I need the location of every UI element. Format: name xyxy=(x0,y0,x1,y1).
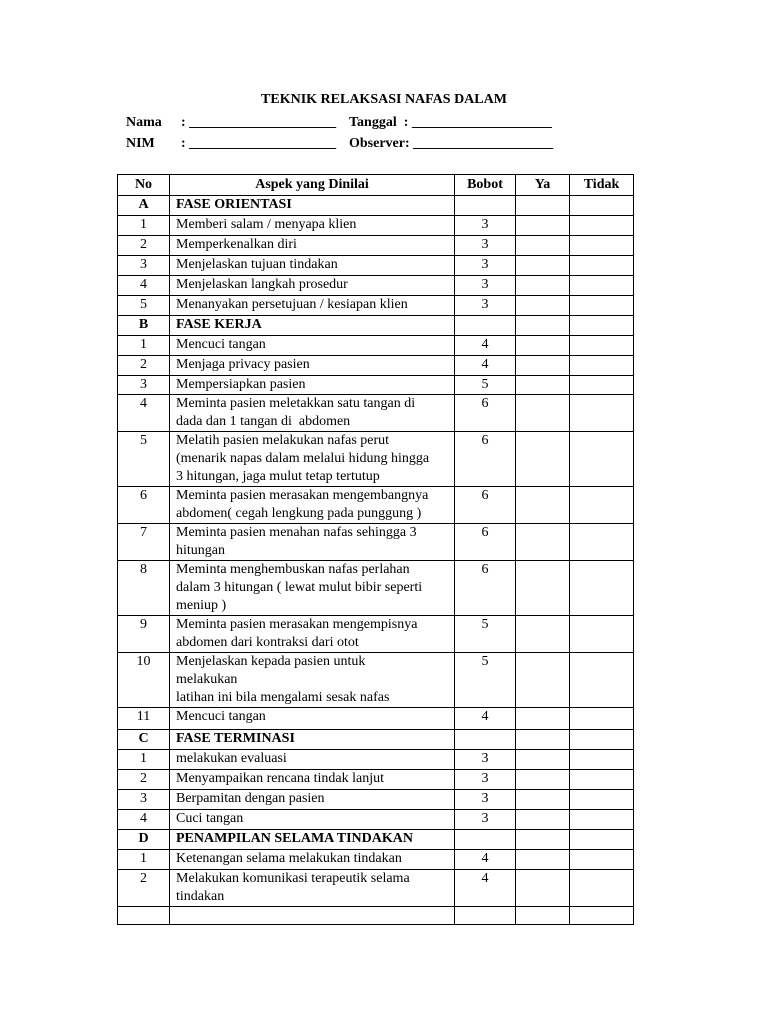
cell-no: C xyxy=(118,730,170,750)
cell-tidak[interactable] xyxy=(570,708,634,730)
cell-tidak[interactable] xyxy=(570,276,634,296)
cell-no: 1 xyxy=(118,750,170,770)
cell-no: 5 xyxy=(118,432,170,487)
cell-tidak[interactable] xyxy=(570,336,634,356)
cell-ya[interactable] xyxy=(516,296,570,316)
cell-aspek: Meminta pasien menahan nafas sehingga 3 hitungan xyxy=(170,524,455,561)
cell-aspek: Melatih pasien melakukan nafas perut (menarik napas dalam melalui hidung hingga 3 hitungan, jaga mulut tetap tertutup xyxy=(170,432,455,487)
section-row xyxy=(118,730,634,750)
cell-ya xyxy=(516,830,570,850)
cell-ya[interactable] xyxy=(516,336,570,356)
cell-tidak[interactable] xyxy=(570,870,634,907)
cell-aspek: FASE ORIENTASI xyxy=(170,196,455,216)
cell-tidak[interactable] xyxy=(570,487,634,524)
cell-bobot xyxy=(455,830,516,850)
cell-bobot: 3 xyxy=(455,810,516,830)
cell-bobot: 4 xyxy=(455,870,516,907)
cell-aspek: PENAMPILAN SELAMA TINDAKAN xyxy=(170,830,455,850)
cell-ya[interactable] xyxy=(516,376,570,395)
cell-bobot: 4 xyxy=(455,336,516,356)
cell-tidak[interactable] xyxy=(570,750,634,770)
table-row xyxy=(118,256,634,276)
table-header-row xyxy=(118,175,634,196)
table-row xyxy=(118,653,634,708)
section-row xyxy=(118,196,634,216)
section-row xyxy=(118,830,634,850)
cell-tidak[interactable] xyxy=(570,907,634,925)
cell-aspek: Memberi salam / menyapa klien xyxy=(170,216,455,236)
cell-no: 2 xyxy=(118,870,170,907)
cell-tidak[interactable] xyxy=(570,770,634,790)
cell-ya[interactable] xyxy=(516,870,570,907)
document-title: TEKNIK RELAKSASI NAFAS DALAM xyxy=(261,92,507,107)
cell-no: 1 xyxy=(118,850,170,870)
cell-no: 1 xyxy=(118,336,170,356)
table-row xyxy=(118,487,634,524)
cell-no: 3 xyxy=(118,256,170,276)
cell-no: 2 xyxy=(118,770,170,790)
table-row xyxy=(118,708,634,730)
header-ya: Ya xyxy=(516,175,570,196)
cell-tidak[interactable] xyxy=(570,850,634,870)
cell-ya xyxy=(516,316,570,336)
table-row xyxy=(118,810,634,830)
cell-aspek: Memperkenalkan diri xyxy=(170,236,455,256)
cell-ya[interactable] xyxy=(516,276,570,296)
cell-tidak[interactable] xyxy=(570,356,634,376)
cell-aspek: Cuci tangan xyxy=(170,810,455,830)
cell-ya[interactable] xyxy=(516,907,570,925)
cell-tidak[interactable] xyxy=(570,216,634,236)
cell-no: 2 xyxy=(118,356,170,376)
cell-ya[interactable] xyxy=(516,810,570,830)
cell-aspek: melakukan evaluasi xyxy=(170,750,455,770)
cell-no: 3 xyxy=(118,790,170,810)
cell-ya[interactable] xyxy=(516,432,570,487)
cell-ya[interactable] xyxy=(516,395,570,432)
cell-tidak xyxy=(570,830,634,850)
cell-ya[interactable] xyxy=(516,524,570,561)
cell-bobot: 4 xyxy=(455,850,516,870)
cell-aspek xyxy=(170,907,455,925)
cell-aspek: Mencuci tangan xyxy=(170,336,455,356)
cell-bobot xyxy=(455,196,516,216)
cell-ya xyxy=(516,730,570,750)
cell-aspek: Menjaga privacy pasien xyxy=(170,356,455,376)
table-row xyxy=(118,524,634,561)
cell-bobot: 3 xyxy=(455,256,516,276)
table-row xyxy=(118,907,634,925)
cell-aspek: Menjelaskan kepada pasien untuk melakukan latihan ini bila mengalami sesak nafas xyxy=(170,653,455,708)
cell-aspek: Menanyakan persetujuan / kesiapan klien xyxy=(170,296,455,316)
cell-ya[interactable] xyxy=(516,256,570,276)
cell-tidak xyxy=(570,730,634,750)
cell-no: 8 xyxy=(118,561,170,616)
cell-tidak[interactable] xyxy=(570,616,634,653)
nama-label: Nama xyxy=(126,115,162,130)
cell-ya[interactable] xyxy=(516,356,570,376)
cell-aspek: Meminta pasien merasakan mengembangnya abdomen( cegah lengkung pada punggung ) xyxy=(170,487,455,524)
cell-no: 6 xyxy=(118,487,170,524)
cell-no: D xyxy=(118,830,170,850)
cell-no: 4 xyxy=(118,276,170,296)
cell-aspek: Berpamitan dengan pasien xyxy=(170,790,455,810)
cell-bobot: 6 xyxy=(455,395,516,432)
table-row xyxy=(118,356,634,376)
cell-bobot xyxy=(455,730,516,750)
table-row xyxy=(118,750,634,770)
cell-ya[interactable] xyxy=(516,487,570,524)
cell-aspek: Menyampaikan rencana tindak lanjut xyxy=(170,770,455,790)
cell-no: 5 xyxy=(118,296,170,316)
cell-ya[interactable] xyxy=(516,653,570,708)
cell-ya[interactable] xyxy=(516,790,570,810)
cell-bobot: 6 xyxy=(455,487,516,524)
nim-field[interactable]: : _____________________ xyxy=(181,136,337,151)
table-row xyxy=(118,216,634,236)
cell-ya[interactable] xyxy=(516,236,570,256)
section-row xyxy=(118,316,634,336)
cell-tidak[interactable] xyxy=(570,236,634,256)
header-bobot: Bobot xyxy=(455,175,516,196)
cell-bobot: 3 xyxy=(455,236,516,256)
header-no: No xyxy=(118,175,170,196)
table-row xyxy=(118,850,634,870)
cell-bobot: 4 xyxy=(455,708,516,730)
cell-ya[interactable] xyxy=(516,750,570,770)
table-row xyxy=(118,432,634,487)
cell-aspek: Ketenangan selama melakukan tindakan xyxy=(170,850,455,870)
table-row xyxy=(118,770,634,790)
table-row xyxy=(118,236,634,256)
cell-aspek: Melakukan komunikasi terapeutik selama tindakan xyxy=(170,870,455,907)
cell-ya[interactable] xyxy=(516,216,570,236)
assessment-table xyxy=(117,174,634,925)
table-row xyxy=(118,395,634,432)
cell-no: 10 xyxy=(118,653,170,708)
nama-field[interactable]: : _____________________ xyxy=(181,115,337,130)
table-row xyxy=(118,296,634,316)
cell-ya[interactable] xyxy=(516,561,570,616)
cell-bobot: 3 xyxy=(455,276,516,296)
cell-aspek: Menjelaskan tujuan tindakan xyxy=(170,256,455,276)
cell-ya[interactable] xyxy=(516,616,570,653)
cell-no: A xyxy=(118,196,170,216)
cell-tidak[interactable] xyxy=(570,561,634,616)
cell-aspek: Menjelaskan langkah prosedur xyxy=(170,276,455,296)
cell-bobot: 6 xyxy=(455,524,516,561)
header-tidak: Tidak xyxy=(570,175,634,196)
cell-tidak xyxy=(570,196,634,216)
cell-no: 3 xyxy=(118,376,170,395)
cell-no: 7 xyxy=(118,524,170,561)
cell-tidak[interactable] xyxy=(570,810,634,830)
cell-tidak[interactable] xyxy=(570,376,634,395)
cell-bobot: 5 xyxy=(455,653,516,708)
nim-label: NIM xyxy=(126,136,155,151)
table-row xyxy=(118,616,634,653)
cell-bobot xyxy=(455,907,516,925)
cell-ya[interactable] xyxy=(516,850,570,870)
cell-tidak[interactable] xyxy=(570,256,634,276)
cell-no: 11 xyxy=(118,708,170,730)
cell-aspek: Mempersiapkan pasien xyxy=(170,376,455,395)
cell-bobot: 5 xyxy=(455,616,516,653)
tanggal-field[interactable]: Tanggal : ____________________ xyxy=(349,115,552,130)
cell-aspek: Meminta pasien merasakan mengempisnya abdomen dari kontraksi dari otot xyxy=(170,616,455,653)
cell-no: 4 xyxy=(118,395,170,432)
header-aspek: Aspek yang Dinilai xyxy=(170,175,455,196)
cell-bobot: 3 xyxy=(455,750,516,770)
cell-tidak[interactable] xyxy=(570,395,634,432)
cell-aspek: FASE TERMINASI xyxy=(170,730,455,750)
observer-field[interactable]: Observer: ____________________ xyxy=(349,136,554,151)
table-row xyxy=(118,870,634,907)
table-row xyxy=(118,276,634,296)
cell-no: B xyxy=(118,316,170,336)
table-row xyxy=(118,336,634,356)
cell-aspek: FASE KERJA xyxy=(170,316,455,336)
cell-bobot: 3 xyxy=(455,770,516,790)
cell-ya xyxy=(516,196,570,216)
cell-tidak[interactable] xyxy=(570,524,634,561)
cell-bobot: 3 xyxy=(455,216,516,236)
cell-bobot xyxy=(455,316,516,336)
cell-ya[interactable] xyxy=(516,770,570,790)
cell-tidak xyxy=(570,316,634,336)
cell-aspek: Mencuci tangan xyxy=(170,708,455,730)
cell-tidak[interactable] xyxy=(570,653,634,708)
table-row xyxy=(118,561,634,616)
cell-tidak[interactable] xyxy=(570,790,634,810)
cell-ya[interactable] xyxy=(516,708,570,730)
cell-bobot: 3 xyxy=(455,296,516,316)
cell-no: 2 xyxy=(118,236,170,256)
cell-bobot: 3 xyxy=(455,790,516,810)
cell-aspek: Meminta pasien meletakkan satu tangan di dada dan 1 tangan di abdomen xyxy=(170,395,455,432)
cell-bobot: 5 xyxy=(455,376,516,395)
cell-aspek: Meminta menghembuskan nafas perlahan dalam 3 hitungan ( lewat mulut bibir seperti meniup ) xyxy=(170,561,455,616)
table-row xyxy=(118,790,634,810)
table-row xyxy=(118,376,634,395)
cell-no: 9 xyxy=(118,616,170,653)
cell-bobot: 6 xyxy=(455,561,516,616)
cell-tidak[interactable] xyxy=(570,296,634,316)
cell-tidak[interactable] xyxy=(570,432,634,487)
cell-no xyxy=(118,907,170,925)
cell-bobot: 6 xyxy=(455,432,516,487)
cell-bobot: 4 xyxy=(455,356,516,376)
cell-no: 4 xyxy=(118,810,170,830)
cell-no: 1 xyxy=(118,216,170,236)
